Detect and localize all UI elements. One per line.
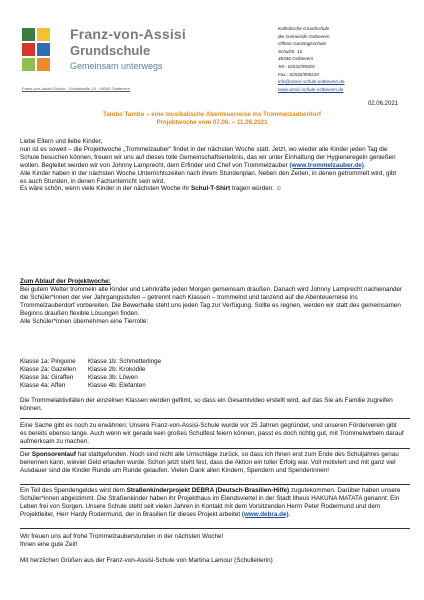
- divider: [20, 418, 410, 419]
- address-line: Schulstr. 15: [278, 48, 303, 54]
- logo-subtitle: Grundschule: [70, 43, 151, 58]
- class-entry: Klasse 2b: Krokodile: [88, 365, 146, 373]
- address-email-link[interactable]: info@assisi-schule-ostbevern.de: [278, 79, 345, 85]
- school-address: [278, 25, 398, 93]
- address-line: 48346 Ostbevern: [278, 56, 314, 62]
- class-entry: Klasse 4b: Elefanten: [88, 381, 146, 389]
- address-line: Katholische Grundschule: [278, 26, 330, 31]
- intro-text: nun ist es soweit – die Projektwoche „Trommelzauber" findet in der nächsten Woche statt. Jetzt, wo wieder alle Kinder jeden Tag die Schule besuchen können, freuen wir uns auf dieses tolle Gemeinschaftserlebnis, das wir unter Einhaltung der Hygieneregeln genießen wollen. Begleitet werden wir von Johnny Lamprecht, dem Erfinder und Chef von Trommelzauber: [20, 145, 396, 169]
- school-logo: [22, 24, 187, 88]
- address-web-link[interactable]: www.assisi-schule-ostbevern.de: [278, 86, 344, 92]
- ablauf-section: [20, 278, 404, 325]
- tierrolle-intro: Alle Schüler*innen übernehmen eine Tierrolle:: [20, 317, 149, 325]
- address-phone: Tel.: 02532/95920: [278, 63, 315, 69]
- ablauf-heading: Zum Ablauf der Projektwoche:: [20, 278, 111, 285]
- class-entry: Klasse 2a: Gazellen: [20, 365, 77, 373]
- ablauf-paragraph: Bei gutem Wetter trommeln alle Kinder und Lehrkräfte jeden Morgen gemeinsam draußen. Danach wird Johnny Lamprecht nacheinander die Schüler*innen der vier Jahrgangsstufen – getrennt nach Klassen – trommelnd und tanzend auf die Abenteuerreise ins Trommelzauberdorf vorbereiten. Die Bewerhalle steht uns jeden Tag zur Verfügung. Sollte es regnen, werden wir statt des gemeinsamen Beginns draußen flexible Lösungen finden.: [20, 285, 403, 317]
- sponsor-text-start: Der: [20, 451, 31, 458]
- trommelzauber-link[interactable]: (www.trommelzauber.de): [289, 161, 364, 169]
- intro-text-end: .: [363, 161, 366, 169]
- donation-bold: Straßenkinderprojekt DEBRA (Deutsch-Brasilien-Hilfe): [126, 487, 290, 494]
- greeting: Liebe Eltern und liebe Kinder,: [20, 138, 103, 145]
- class-row: [20, 374, 156, 382]
- donation-paragraph: [20, 487, 404, 519]
- class-entry: Klasse 1b: Schmetterlinge: [88, 358, 162, 365]
- class-entry: Klasse 3b: Löwen: [88, 373, 138, 381]
- class-row: [20, 358, 162, 366]
- divider: [20, 448, 410, 449]
- intro-paragraph: [20, 146, 404, 170]
- address-line: Offene Ganztagsschule: [278, 41, 327, 47]
- tshirt-paragraph: [20, 185, 404, 193]
- headline-title: Tambo Tambo – eine musikalische Abenteuerreise ins Trommelzauberdorf: [103, 111, 321, 118]
- video-paragraph: Die Trommelaktivitäten der einzelnen Klassen werden gefilmt, so dass ein Gesamtvideo erstellt wird, auf das Sie als Familie zugreifen können.: [20, 397, 393, 412]
- tshirt-text-end: tragen würden. ☺: [231, 185, 283, 193]
- debra-link[interactable]: (www.debra.de): [241, 510, 289, 518]
- class-entry: Klasse 4a: Affen: [20, 381, 66, 389]
- logo-title: Franz-von-Assisi: [70, 26, 186, 42]
- intro-section: [20, 138, 404, 193]
- sponsor-bold: Sponsorenlauf: [31, 451, 76, 458]
- anniversary-paragraph: Eine Sache gibt es noch zu erwähnen: Unsere Franz-von-Assisi-Schule wurde vor 25 Jahren gegründet, und unseren Förderverein gibt es bereits ebenso lange. Auch wenn wir gerade kein großes Schulfest feiern können, passt es doch richtig gut, mit Trommelwirbeln darauf aufmerksam zu machen.: [20, 422, 404, 445]
- donation-text-end: .: [288, 510, 291, 518]
- logo-tagline: Gemeinsam unterwegs: [70, 61, 163, 71]
- sponsor-paragraph: [20, 451, 404, 475]
- class-animal-list: [20, 358, 162, 390]
- divider: [20, 484, 410, 485]
- tshirt-bold: Schul-T-Shirt: [191, 185, 231, 193]
- signoff: Mit herzlichen Grüßen aus der Franz-von-Assisi-Schule von Martina Lamour (Schulleiterin): [20, 556, 273, 564]
- address-fax: Fax.: 02532/959210: [278, 71, 319, 77]
- closing-section: [20, 533, 404, 565]
- class-row: [20, 366, 156, 374]
- sender-line: Franz-von-Assisi-Schule · Schulstraße 15 · 48346 Ostbevern: [22, 86, 131, 91]
- logo-mark-icon: [22, 28, 64, 80]
- schedule-paragraph: Alle Kinder haben in der nächsten Woche Unterrichtszeiten nach ihrem Stundenplan. Neben den Zeiten, in denen getrommelt wird, gibt es auch Stunden, in denen Fachunterricht sein wird.: [20, 169, 397, 185]
- donation-text: zugutekommen. Darüber haben unsere Schüler*innen abgestimmt. Die Straßenkinder haben ihr Projekthaus im Elendsviertel in der Stadt Ilheus HAKUNA MATATA genannt: Ein Leben frei von Sorgen. Unsere Schule steht seit vielen Jahren in Kontakt mit dem Vorsitzenden Herrn Peter Rodermund und dem Projektleiter, Herr Hardy Rodermund, der in Brasilien für dieses Projekt arbeitet: [20, 487, 401, 518]
- tshirt-text: Es wäre schön, wenn viele Kinder in der nächsten Woche ihr: [20, 185, 190, 193]
- class-entry: Klasse 1a: Pinguine: [20, 358, 76, 365]
- closing-line: Wir freuen uns auf frohe Trommelzauberstunden in der nächsten Woche!: [20, 533, 224, 540]
- class-entry: Klasse 3a: Giraffen: [20, 373, 74, 381]
- letter-date: 02.06.2021: [367, 101, 398, 107]
- divider: [20, 528, 410, 529]
- headline-dates: Projektwoche vom 07.06. – 11.06.2021: [156, 119, 268, 126]
- address-line: der Gemeinde Ostbevern: [278, 33, 330, 39]
- sponsor-text: hat stattgefunden. Noch sind nicht alle Umschläge zurück, so dass ich Ihnen erst zum Ende des Schuljahres genau benennen kann, wieviel Geld erlaufen wurde. Schon jetzt steht fest, dass die Aktion ein toller Erfolg war. Voll motiviert und mit ganz viel Ausdauer sind die Kinder Runde um Runde gelaufen. Vielen Dank allen Kindern, Spendern und Spenderinnen!: [20, 451, 399, 474]
- closing-line: Ihnen eine gute Zeit!: [20, 540, 78, 548]
- donation-text-start: Ein Teil des Spendengeldes wird dem: [20, 487, 125, 494]
- class-row: [20, 382, 156, 390]
